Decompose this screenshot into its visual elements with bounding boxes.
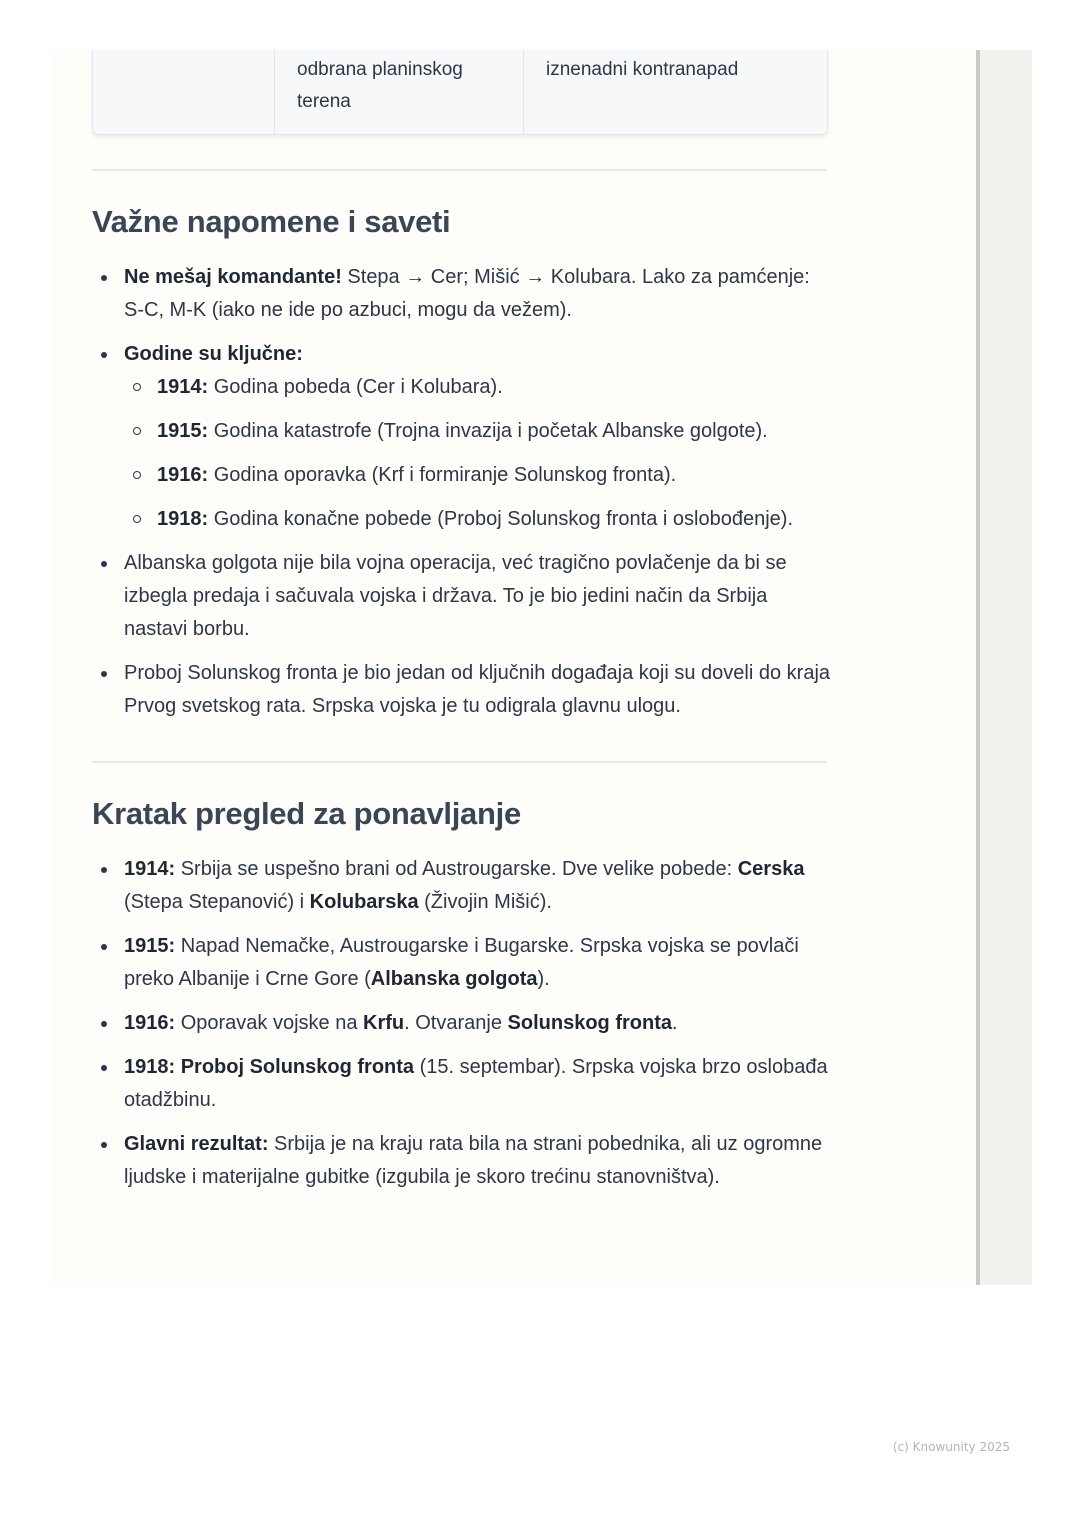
napomene-list [92,261,832,734]
copyright-footer: (c) Knowunity 2025 [892,1440,1010,1454]
pregled-list [92,853,832,1205]
list-item: 1915: Napad Nemačke, Austrougarske i Bugarske. Srpska vojska se povlači preko Albanije i Crne Gore (Albanska golgota). [92,930,832,996]
list-item: 1916: Oporavak vojske na Krfu. Otvaranje Solunskog fronta. [92,1007,832,1040]
section-title-pregled: Kratak pregled za ponavljanje [92,796,521,831]
list-item: Glavni rezultat: Srbija je na kraju rata bila na strani pobednika, ali uz ogromne ljudske i materijalne gubitke (izgubila je skoro trećinu stanovništva). [92,1128,832,1194]
list-item: Albanska golgota nije bila vojna operacija, već tragično povlačenje da bi se izbegla predaja i sačuvala vojska i država. To je bio jedini način da Srbija nastavi borbu. [92,547,832,646]
list-item: Godine su ključne: 1914: Godina pobeda (Cer i Kolubara). 1915: Godina katastrofe (Trojna invazija i početak Albanske golgote). 1916: Godina oporavka (Krf i formiranje Solunskog fronta). 1918: Godina konačne pobede (Proboj Solunskog fronta i oslobođenje). [92,338,832,536]
list-item: 1914: Srbija se uspešno brani od Austrougarske. Dve velike pobede: Cerska (Stepa Stepanović) i Kolubarska (Živojin Mišić). [92,853,832,919]
sublist-item: 1914: Godina pobeda (Cer i Kolubara). [124,371,832,404]
sublist-item: 1915: Godina katastrofe (Trojna invazija i početak Albanske golgote). [124,415,832,448]
list-item: Proboj Solunskog fronta je bio jedan od ključnih događaja koji su doveli do kraja Prvog svetskog rata. Srpska vojska je tu odigrala glavnu ulogu. [92,657,832,723]
table-cell [93,50,274,134]
side-strip [976,50,1032,1285]
table-cell: iznenadni kontranapad [523,50,827,134]
section-title-napomene: Važne napomene i saveti [92,204,451,239]
divider [92,761,827,763]
list-item: Ne mešaj komandante! Stepa → Cer; Mišić → Kolubara. Lako za pamćenje: S-C, M-K (iako ne ide po azbuci, mogu da vežem). [92,261,832,327]
sublist-item: 1916: Godina oporavka (Krf i formiranje Solunskog fronta). [124,459,832,492]
sublist-item: 1918: Godina konačne pobede (Proboj Solunskog fronta i oslobođenje). [124,503,832,536]
list-item: 1918: Proboj Solunskog fronta (15. septembar). Srpska vojska brzo oslobađa otadžbinu. [92,1051,832,1117]
sublist [124,371,832,536]
table-fragment [92,50,828,135]
divider [92,169,827,171]
table-cell: odbrana planinskog terena [274,50,523,134]
